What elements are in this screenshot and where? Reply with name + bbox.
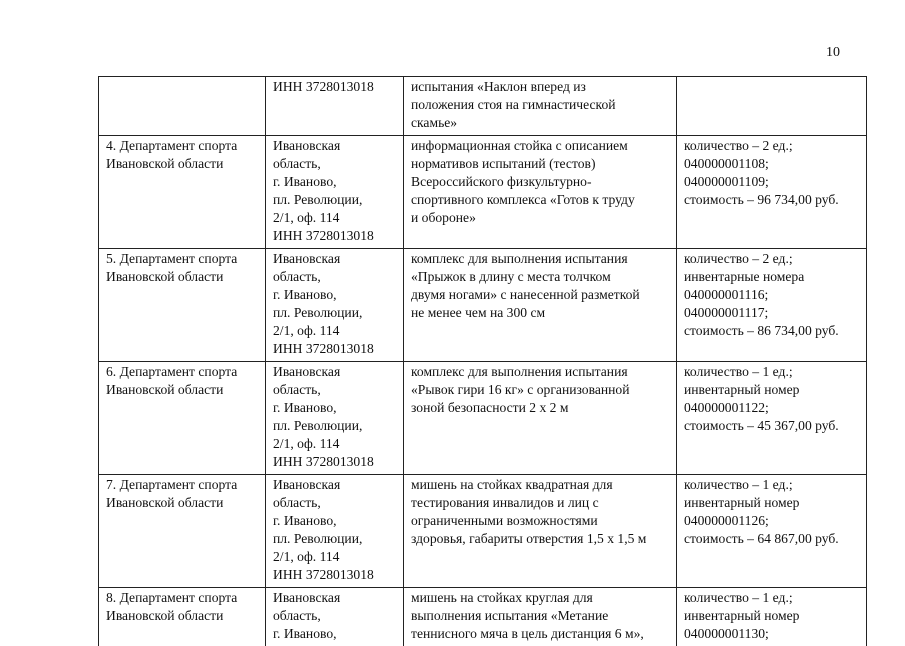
cell-line: тестирования инвалидов и лиц с <box>411 494 670 512</box>
cell-line: количество – 1 ед.; <box>684 363 860 381</box>
address-cell <box>266 249 404 362</box>
cell-line: двумя ногами» с нанесенной разметкой <box>411 286 670 304</box>
cell-line: 8. Департамент спорта <box>106 589 259 607</box>
cell-line: испытания «Наклон вперед из <box>411 78 670 96</box>
cell-line: Ивановская <box>273 363 397 381</box>
cell-line: 040000001108; <box>684 155 860 173</box>
cell-line: 2/1, оф. 114 <box>273 209 397 227</box>
cell-line: 4. Департамент спорта <box>106 137 259 155</box>
table-row <box>99 249 867 362</box>
recipient-cell <box>99 475 266 588</box>
cell-line: 040000001109; <box>684 173 860 191</box>
cell-line: Ивановская <box>273 137 397 155</box>
cell-line: положения стоя на гимнастической <box>411 96 670 114</box>
table-row <box>99 136 867 249</box>
cell-line: спортивного комплекса «Готов к труду <box>411 191 670 209</box>
cell-line: инвентарные номера <box>684 268 860 286</box>
recipient-cell <box>99 77 266 136</box>
description-cell <box>404 362 677 475</box>
description-cell <box>404 588 677 646</box>
cell-line: г. Иваново, <box>273 512 397 530</box>
cell-line: Ивановской области <box>106 268 259 286</box>
quantity-cost-cell <box>677 475 867 588</box>
cell-line: ИНН 3728013018 <box>273 340 397 358</box>
quantity-cost-cell <box>677 249 867 362</box>
cell-line: г. Иваново, <box>273 625 397 643</box>
table-row <box>99 475 867 588</box>
cell-line: 2/1, оф. 114 <box>273 322 397 340</box>
cell-line: 040000001122; <box>684 399 860 417</box>
table-row <box>99 77 867 136</box>
recipient-cell <box>99 249 266 362</box>
recipient-cell <box>99 136 266 249</box>
cell-line: стоимость – 64 867,00 руб. <box>684 530 860 548</box>
cell-line: область, <box>273 607 397 625</box>
cell-line: количество – 2 ед.; <box>684 250 860 268</box>
address-cell <box>266 362 404 475</box>
quantity-cost-cell <box>677 77 867 136</box>
property-table <box>98 76 867 646</box>
cell-line: г. Иваново, <box>273 173 397 191</box>
cell-line: пл. Революции, <box>273 530 397 548</box>
cell-line: пл. Революции, <box>273 417 397 435</box>
cell-line: Ивановская <box>273 476 397 494</box>
cell-line: количество – 1 ед.; <box>684 589 860 607</box>
cell-line: выполнения испытания «Метание <box>411 607 670 625</box>
cell-line: Ивановская <box>273 250 397 268</box>
cell-line: г. Иваново, <box>273 286 397 304</box>
cell-line: г. Иваново, <box>273 399 397 417</box>
address-cell <box>266 475 404 588</box>
cell-line: 2/1, оф. 114 <box>273 435 397 453</box>
cell-line: «Прыжок в длину с места толчком <box>411 268 670 286</box>
cell-line: 040000001126; <box>684 512 860 530</box>
cell-line: инвентарный номер <box>684 381 860 399</box>
cell-line: Ивановской области <box>106 381 259 399</box>
cell-line: здоровья, габариты отверстия 1,5 х 1,5 м <box>411 530 670 548</box>
cell-line: область, <box>273 268 397 286</box>
quantity-cost-cell <box>677 362 867 475</box>
cell-line: пл. Революции, <box>273 304 397 322</box>
cell-line: комплекс для выполнения испытания <box>411 363 670 381</box>
cell-line: область, <box>273 381 397 399</box>
cell-line: скамье» <box>411 114 670 132</box>
cell-line: инвентарный номер <box>684 494 860 512</box>
cell-line: ИНН 3728013018 <box>273 78 397 96</box>
description-cell <box>404 136 677 249</box>
cell-line: ИНН 3728013018 <box>273 453 397 471</box>
table-row <box>99 362 867 475</box>
description-cell <box>404 249 677 362</box>
cell-line: Ивановской области <box>106 607 259 625</box>
cell-line: ИНН 3728013018 <box>273 566 397 584</box>
cell-line: стоимость – 45 367,00 руб. <box>684 417 860 435</box>
page-number: 10 <box>826 45 840 61</box>
cell-line: Ивановской области <box>106 494 259 512</box>
cell-line: Всероссийского физкультурно- <box>411 173 670 191</box>
cell-line: ограниченными возможностями <box>411 512 670 530</box>
cell-line: область, <box>273 494 397 512</box>
cell-line: информационная стойка с описанием <box>411 137 670 155</box>
table-row <box>99 588 867 646</box>
cell-line: 5. Департамент спорта <box>106 250 259 268</box>
cell-line: стоимость – 96 734,00 руб. <box>684 191 860 209</box>
cell-line: количество – 2 ед.; <box>684 137 860 155</box>
cell-line: количество – 1 ед.; <box>684 476 860 494</box>
cell-line: теннисного мяча в цель дистанция 6 м», <box>411 625 670 643</box>
cell-line: 2/1, оф. 114 <box>273 548 397 566</box>
cell-line: не менее чем на 300 см <box>411 304 670 322</box>
cell-line: нормативов испытаний (тестов) <box>411 155 670 173</box>
address-cell <box>266 588 404 646</box>
cell-line: и обороне» <box>411 209 670 227</box>
cell-line: мишень на стойках квадратная для <box>411 476 670 494</box>
quantity-cost-cell <box>677 588 867 646</box>
cell-line: «Рывок гири 16 кг» с организованной <box>411 381 670 399</box>
cell-line: Ивановской области <box>106 155 259 173</box>
description-cell <box>404 77 677 136</box>
recipient-cell <box>99 588 266 646</box>
cell-line: ИНН 3728013018 <box>273 227 397 245</box>
cell-line: 7. Департамент спорта <box>106 476 259 494</box>
cell-line: 6. Департамент спорта <box>106 363 259 381</box>
address-cell <box>266 136 404 249</box>
cell-line: стоимость – 86 734,00 руб. <box>684 322 860 340</box>
cell-line: Ивановская <box>273 589 397 607</box>
cell-line: пл. Революции, <box>273 191 397 209</box>
cell-line: инвентарный номер <box>684 607 860 625</box>
cell-line: область, <box>273 155 397 173</box>
recipient-cell <box>99 362 266 475</box>
cell-line: 040000001116; <box>684 286 860 304</box>
cell-line: зоной безопасности 2 х 2 м <box>411 399 670 417</box>
cell-line: 040000001130; <box>684 625 860 643</box>
cell-line: 040000001117; <box>684 304 860 322</box>
address-cell <box>266 77 404 136</box>
cell-line: комплекс для выполнения испытания <box>411 250 670 268</box>
quantity-cost-cell <box>677 136 867 249</box>
description-cell <box>404 475 677 588</box>
cell-line: мишень на стойках круглая для <box>411 589 670 607</box>
